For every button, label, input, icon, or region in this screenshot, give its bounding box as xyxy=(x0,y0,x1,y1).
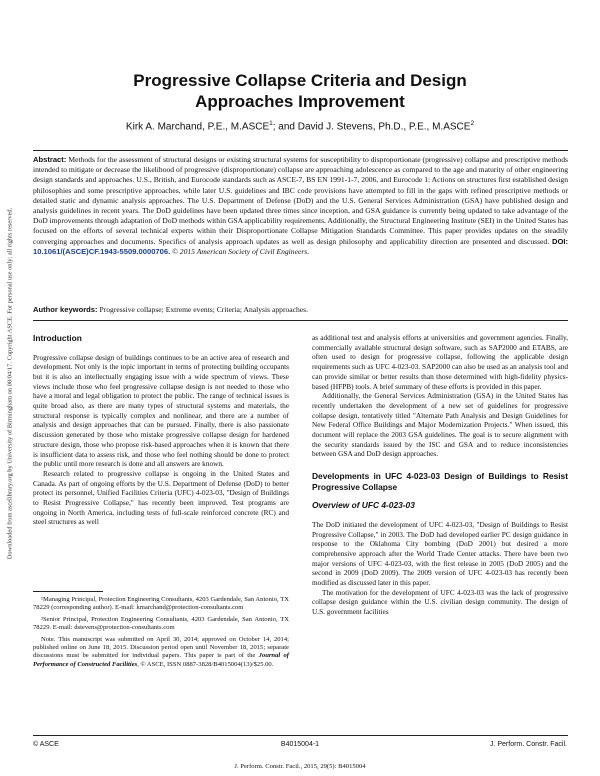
right-paragraph-1: as additional test and analysis efforts at universities and government agencies. Finally, commercially available structural design software, such as SAP2000 and ETABS, are often used to design for progressive collapse, following the applicable design requirements such as UFC 4-023-03. SAP2000 can also be used as an analysis tool and can provide similar or better results than those determined with high-fidelity physics-based (HFPB) tools. A brief summary of these efforts is provided in this paper. xyxy=(312,333,568,391)
right-paragraph-2: Additionally, the General Services Administration (GSA) in the United States has recently undertaken the development of a new set of guidelines for progressive collapse design, tentatively titled "Alternate Path Analysis and Design Guidelines for New Federal Office Buildings and Major Modernization Projects." When issued, this document will replace the 2003 GSA guidelines. The goal is to secure alignment with the security standards issued by the ISC and GSA and to reduce inconsistencies between GSA and DoD design approaches. xyxy=(312,391,568,459)
doi-link[interactable]: 10.1061/(ASCE)CF.1943-5509.0000706. xyxy=(33,246,171,256)
intro-paragraph-2: Research related to progressive collapse is ongoing in the United States and Canada. As part of ongoing efforts by the U.S. Department of Defense (DoD) to better protect its personnel, Unified Facilities Criteria (UFC) 4-023-03, "Design of Buildings to Resist Progressive Collapse," has recently been improved. Test programs are ongoing in North America, including tests of full-scale reinforced concrete (RC) and steel structures as well xyxy=(33,468,289,527)
abstract xyxy=(33,155,568,257)
abstract-top-rule xyxy=(33,150,568,151)
overview-subheading: Overview of UFC 4-023-03 xyxy=(312,500,415,511)
footnote-author-2: ²Senior Principal, Protection Engineering Consultants, 4203 Gardendale, San Antonio, TX 78229. E-mail: dstevens@protection-consultants.com xyxy=(33,615,289,632)
footer-page-id: B4015004-1 xyxy=(280,741,320,748)
citation-line: J. Perform. Constr. Facil., 2015, 29(5): B4015004 xyxy=(234,763,366,770)
footnote-journal-name: Journal of Performance of Constructed Facilities xyxy=(33,652,289,668)
title-line-1: Progressive Collapse Criteria and Design xyxy=(133,71,467,90)
footnote-rule xyxy=(33,591,103,592)
doi-label: DOI: xyxy=(551,236,569,246)
footnote-issn: , © ASCE, ISSN 0887-3828/B4015004(13)/$25.00. xyxy=(137,660,274,668)
keywords-bottom-rule xyxy=(33,320,568,321)
developments-heading: Developments in UFC 4-023-03 Design of Buildings to Resist Progressive Collapse xyxy=(312,471,568,492)
download-notice: Downloaded from ascelibrary.org by University of Birmingham on 08/04/17. Copyright ASCE. For personal use only; all rights reserved. xyxy=(6,207,14,560)
keywords-text: Progressive collapse; Extreme events; Criteria; Analysis approaches. xyxy=(99,305,309,314)
intro-paragraph-1: Progressive collapse design of buildings continues to be an active area of research and development. Not only is the topic important in terms of protecting building occupants but it is also an intellectually engaging issue with a wide spectrum of views. These views include those who feel progressive collapse design is not needed to those who have a moral and legal obligation to protect the public. The range of technical issues is quite broad also, as there are many types of structural systems and materials, the structural response is typically complex and nonlinear, and there are a number of analysis and design approaches that can be pursued. Finally, there is also passionate discussion generated by those who mistake progressive collapse design for hardened structure design, those who propose risk-based approaches when it is known that there is insufficient data to assess risk, and those who feel nothing should be done to protect the public until more research is done and all answers are known. xyxy=(33,352,289,469)
intro-heading: Introduction xyxy=(33,333,82,343)
paper-title xyxy=(60,70,540,112)
abstract-copyright: © 2015 American Society of Civil Engineers. xyxy=(172,246,310,256)
author-2: ; and David J. Stevens, Ph.D., P.E., M.ASCE xyxy=(272,121,471,133)
author-2-affiliation-mark: 2 xyxy=(470,120,475,127)
footnotes xyxy=(33,591,289,672)
abstract-text: Methods for the assessment of structural designs or existing structural systems for susceptibility to disproportionate (progressive) collapse and prescriptive methods intended to mitigate or decrease the likelihood of progressive (disproportionate) collapse are approaching adolescence as compared to the age and maturity of other engineering design standards and approaches. U.S., British, and Eurocode standards such as ASCE-7, BS EN 1991-1-7, 2006, and Eurocode 1: Actions on structures first established design philosophies and some prescriptive approaches, while later U.S. guidelines and IBC code provisions have attempted to fill in the gaps with refined prescriptive methods or detailed static and dynamic analysis approaches. The U.S. Department of Defense (DoD) and the U.S. General Services Administration (GSA) have published design and analysis guidelines in recent years. The DoD guidelines have been updated three times since inception, and GSA guidance is currently being updated to take advantage of the DoD improvements through adaptation of DoD methods within GSA applicability requirements. Additionally, the Structural Engineering Institute (SEI) in the United States has focused on the efforts of several technical experts within their Disproportionate Collapse Mitigation Standards Committee. This paper provides updates on the steadily converging approaches and documents. Specifics of analysis approach updates as well as design philosophy and applicability direction are presented and discussed. xyxy=(33,155,569,246)
developments-paragraph-1: The DoD initiated the development of UFC 4-023-03, "Design of Buildings to Resist Progressive Collapse," in 2003. The DoD had developed earlier PC design guidance in response to the Oklahoma City bombing (DoD 2001) but desired a more comprehensive approach after the World Trade Center attacks. There have been two major versions of UFC 4-023-03, with the first release in 2005 (DoD 2005) and the second in 2009 (DoD 2009). The 2009 version of UFC 4-023-03 has recently been modified as discussed later in this paper. xyxy=(312,519,568,588)
footnote-note-text: Note. This manuscript was submitted on April 30, 2014; approved on October 14, 2014; published online on June 18, 2015. Discussion period open until November 18, 2015; separate discussions must be submitted for individual papers. This paper is part of the xyxy=(33,635,289,660)
footer-rule xyxy=(33,735,568,736)
author-1: Kirk A. Marchand, P.E., M.ASCE xyxy=(125,121,270,133)
title-line-2: Approaches Improvement xyxy=(195,92,405,111)
author-keywords xyxy=(33,305,568,314)
author-list xyxy=(40,120,560,132)
keywords-label: Author keywords: xyxy=(33,305,98,314)
footnote-submission-note xyxy=(33,636,289,670)
right-column xyxy=(312,333,568,617)
footer-journal: J. Perform. Constr. Facil. xyxy=(489,741,567,748)
developments-paragraph-2: The motivation for the development of UFC 4-023-03 was the lack of progressive collapse design guidance within the U.S. civilian design community. The design of U.S. government facilities xyxy=(312,587,568,617)
author-1-affiliation-mark: 1 xyxy=(269,120,273,127)
left-column xyxy=(33,333,289,527)
footnote-author-1: ¹Managing Principal, Protection Engineering Consultants, 4203 Gardendale, San Antonio, TX 78229 (corresponding author). E-mail: kmarchand@protection-consultants.com xyxy=(33,596,289,612)
footer-publisher: © ASCE xyxy=(33,741,59,748)
abstract-label: Abstract: xyxy=(33,155,67,164)
